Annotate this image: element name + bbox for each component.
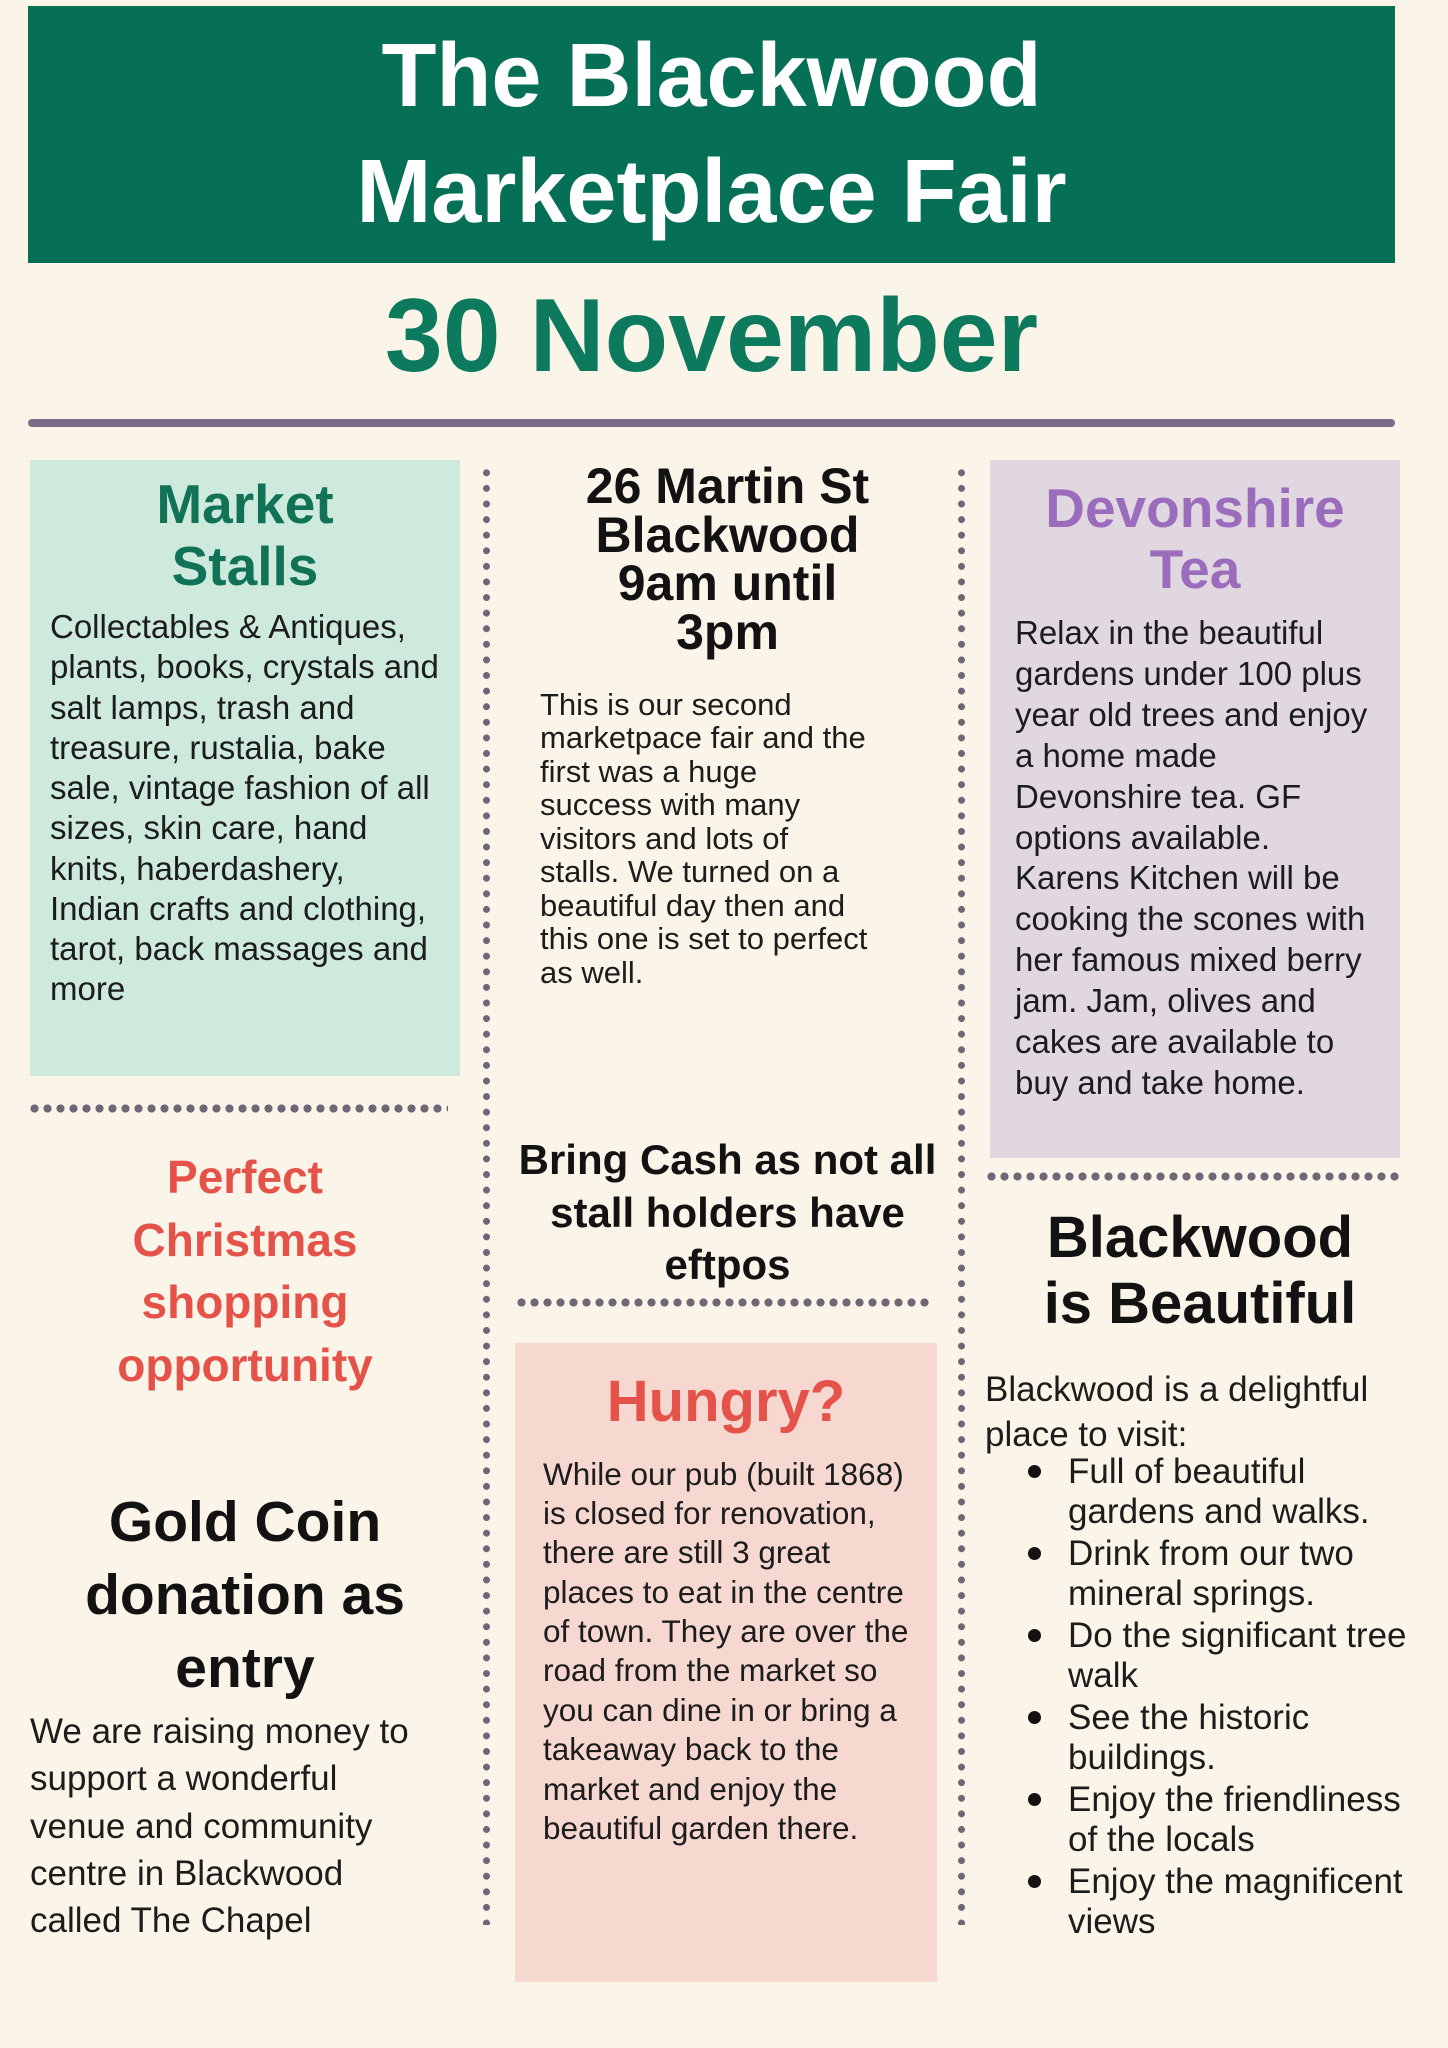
dotted-divider-vertical-left	[483, 465, 490, 1925]
blackwood-beautiful-heading: Blackwood is Beautiful	[1043, 1205, 1357, 1337]
entry-body: We are raising money to support a wonderful venue and community centre in Blackwood called The Chapel	[30, 1712, 409, 1940]
header-banner	[28, 6, 1395, 263]
list-item: Enjoy the friendliness of the locals	[1020, 1780, 1414, 1859]
blackwood-beautiful-intro: Blackwood is a delightful place to visit:	[985, 1370, 1369, 1454]
hungry-card	[515, 1343, 937, 1982]
market-stalls-body: Collectables & Antiques, plants, books, crystals and salt lamps, trash and treasure, rustalia, bake sale, vintage fashion of all sizes, skin care, hand knits, haberdashery, Indian crafts and clothing, tarot, back massages and more	[50, 608, 439, 1008]
market-stalls-heading: Market Stalls	[156, 473, 334, 597]
market-stalls-card	[30, 460, 460, 1076]
list-item: Do the significant tree walk	[1020, 1616, 1414, 1695]
event-date: 30 November	[384, 278, 1039, 394]
hungry-body: While our pub (built 1868) is closed for renovation, there are still 3 great places to eat in the centre of town. They are over the road from the market so you can dine in or bring a takeaway back to the market and enjoy the beautiful garden there.	[543, 1455, 909, 1846]
dotted-divider-vertical-right	[958, 465, 965, 1925]
dotted-divider-middle-column	[515, 1298, 932, 1307]
dotted-divider-left-column	[28, 1104, 448, 1113]
list-item: Full of beautiful gardens and walks.	[1020, 1452, 1414, 1531]
list-item: Enjoy the magnificent views	[1020, 1862, 1414, 1941]
dotted-divider-right-column	[985, 1172, 1399, 1181]
devonshire-tea-heading: Devonshire Tea	[1045, 477, 1345, 600]
fair-intro-paragraph: This is our second marketpace fair and the first was a huge success with many visitors and lots of stalls. We turned on a beautiful day then and this one is set to perfect as well.	[540, 687, 868, 990]
bring-cash-note: Bring Cash as not all stall holders have eftpos	[518, 1136, 937, 1288]
divider-line	[28, 419, 1395, 427]
devonshire-tea-body: Relax in the beautiful gardens under 100 plus year old trees and enjoy a home made Devonshire tea. GF options available. Karens Kitchen will be cooking the scones with her famous mixed berry jam. Jam, olives and cakes are available to buy and take home.	[1015, 614, 1368, 1101]
poster-title: The Blackwood Marketplace Fair	[356, 26, 1067, 242]
christmas-shopping-note: Perfect Christmas shopping opportunity	[117, 1151, 373, 1391]
blackwood-beautiful-list	[1020, 1452, 1414, 1945]
list-item: Drink from our two mineral springs.	[1020, 1534, 1414, 1613]
hungry-heading: Hungry?	[606, 1369, 846, 1434]
list-item: See the historic buildings.	[1020, 1698, 1414, 1777]
venue-address-heading: 26 Martin St Blackwood 9am until 3pm	[585, 458, 870, 660]
entry-heading: Gold Coin donation as entry	[85, 1490, 405, 1700]
devonshire-tea-card	[990, 460, 1400, 1158]
